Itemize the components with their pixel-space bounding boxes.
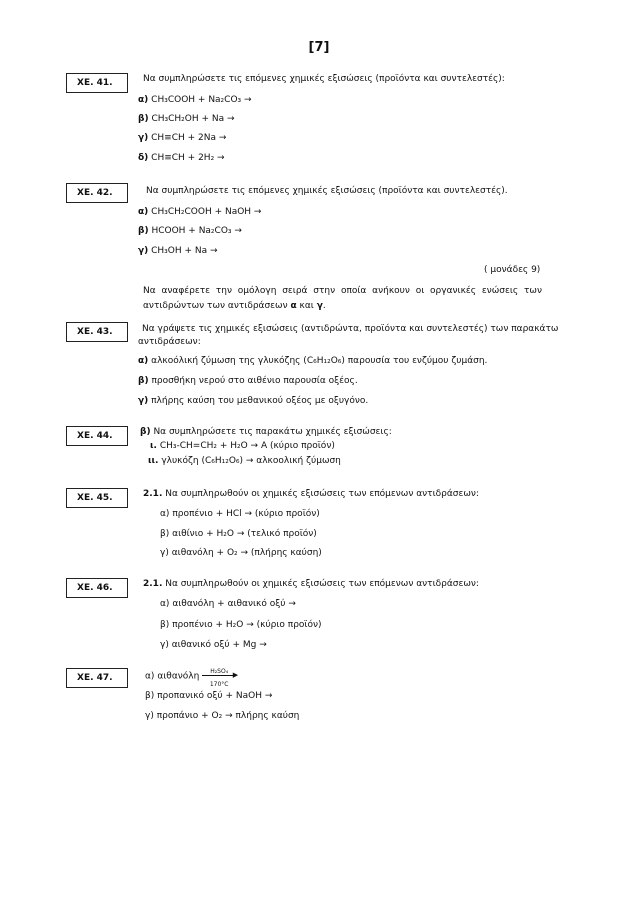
exercise-46-label: ΧΕ. 46.	[66, 578, 128, 598]
exercise-43-label: ΧΕ. 43.	[66, 322, 128, 342]
exercise-43-instruction-line1: Να γράψετε τις χημικές εξισώσεις (αντιδρώντα, προϊόντα και συντελεστές) των παρακάτω	[142, 324, 559, 334]
exercise-47-item-b: β) προπανικό οξύ + NaOH →	[145, 691, 273, 701]
exercise-42-points: ( μονάδες 9)	[484, 265, 541, 275]
exercise-43-item-a: α) αλκοόλική ζύμωση της γλυκόζης (C₆H₁₂O₆) παρουσία του ενζύμου ζυμάση.	[138, 356, 488, 366]
exercise-43-item-c: γ) πλήρης καύση του μεθανικού οξέος με οξυγόνο.	[138, 396, 369, 406]
exercise-42-extra-line2: αντιδρώντων των αντιδράσεων α και γ.	[143, 301, 326, 311]
exercise-47-item-c: γ) προπάνιο + O₂ → πλήρης καύση	[145, 711, 300, 721]
exercise-41-label: ΧΕ. 41.	[66, 73, 128, 93]
exercise-46-item-c: γ) αιθανικό οξύ + Mg →	[160, 640, 267, 650]
page-number: [7]	[308, 40, 330, 55]
exercise-44-item-ii: ιι. γλυκόζη (C₆H₁₂O₆) → αλκοολική ζύμωση	[148, 456, 341, 466]
reaction-arrow-icon: H₂SO₄ ▶ 170°C	[202, 670, 236, 682]
exercise-43-instruction-line2: αντιδράσεων:	[138, 337, 201, 347]
exercise-46-item-a: α) αιθανόλη + αιθανικό οξύ →	[160, 599, 296, 609]
exercise-46-item-b: β) προπένιο + H₂O → (κύριο προϊόν)	[160, 620, 322, 630]
exercise-41-item-a: α) CH₃COOH + Na₂CO₃ →	[138, 95, 252, 105]
exercise-44-instruction: β) Να συμπληρώσετε τις παρακάτω χημικές εξισώσεις:	[140, 427, 392, 437]
exercise-42-item-a: α) CH₃CH₂COOH + NaOH →	[138, 207, 262, 217]
exercise-42-item-b: β) HCOOH + Na₂CO₃ →	[138, 226, 242, 236]
exercise-41-item-c: γ) CH≡CH + 2Na →	[138, 133, 227, 143]
exercise-41-instruction: Να συμπληρώσετε τις επόμενες χημικές εξισώσεις (προϊόντα και συντελεστές):	[143, 74, 505, 84]
exercise-45-item-c: γ) αιθανόλη + O₂ → (πλήρης καύση)	[160, 548, 322, 558]
exercise-42-extra-line1: Να αναφέρετε την ομόλογη σειρά στην οποία ανήκουν οι οργανικές ενώσεις των	[143, 286, 542, 296]
exercise-41-item-b: β) CH₃CH₂OH + Na →	[138, 114, 235, 124]
exercise-42-instruction: Να συμπληρώσετε τις επόμενες χημικές εξισώσεις (προϊόντα και συντελεστές).	[146, 186, 508, 196]
exercise-44-label: ΧΕ. 44.	[66, 426, 128, 446]
exercise-45-label: ΧΕ. 45.	[66, 488, 128, 508]
exercise-44-item-i: ι. CH₃-CH=CH₂ + H₂O → A (κύριο προϊόν)	[150, 441, 335, 451]
arrow-catalyst: H₂SO₄	[210, 668, 229, 675]
exercise-43-item-b: β) προσθήκη νερού στο αιθένιο παρουσία οξέος.	[138, 376, 358, 386]
exercise-45-item-b: β) αιθίνιο + H₂O → (τελικό προϊόν)	[160, 529, 317, 539]
exercise-42-label: ΧΕ. 42.	[66, 183, 128, 203]
exercise-42-item-c: γ) CH₃OH + Na →	[138, 246, 218, 256]
exercise-47-label: ΧΕ. 47.	[66, 668, 128, 688]
exercise-47-item-a: α) αιθανόλη H₂SO₄ ▶ 170°C	[145, 670, 236, 683]
exercise-45-instruction: 2.1. Να συμπληρωθούν οι χημικές εξισώσεις των επόμενων αντιδράσεων:	[143, 489, 479, 499]
arrow-temperature: 170°C	[209, 681, 229, 688]
exercise-46-instruction: 2.1. Να συμπληρωθούν οι χημικές εξισώσεις των επόμενων αντιδράσεων:	[143, 579, 479, 589]
exercise-41-item-d: δ) CH≡CH + 2H₂ →	[138, 153, 225, 163]
exercise-45-item-a: α) προπένιο + HCl → (κύριο προϊόν)	[160, 509, 320, 519]
